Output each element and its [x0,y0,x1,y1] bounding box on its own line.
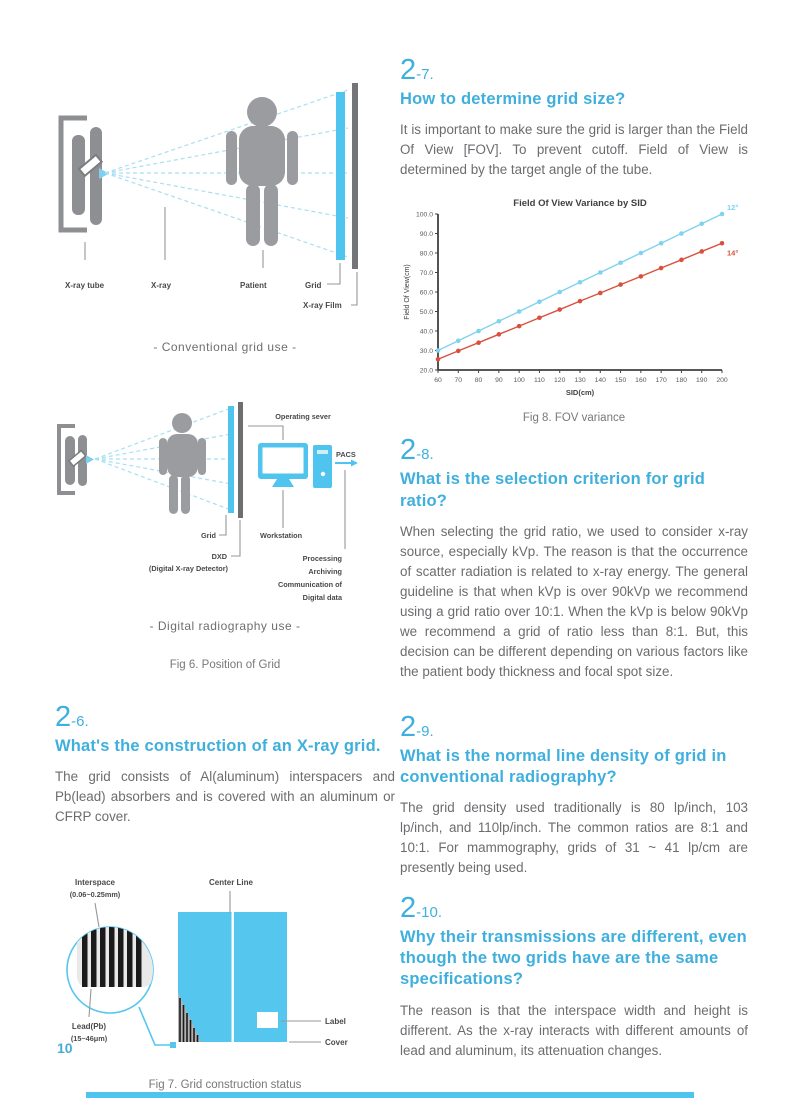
label-interspace-dim: (0.06~0.25mm) [69,890,121,900]
grid-bar [228,406,234,513]
x-tick-label: 190 [696,377,708,385]
section-title: What's the construction of an X-ray grid. [55,737,381,755]
x-tick-label: 170 [655,377,667,385]
label-dxd-sub: (Digital X-ray Detector) [148,564,228,573]
patient-icon [226,97,298,246]
y-tick-label: 90.0 [419,231,433,239]
section-body: The grid density used traditionally is 80 lp/inch, 103 lp/inch, and 110lp/inch. The common ratios are 8:1 and 10:1. For mammography, grids of 31 ~ 41 lp/cm are presently being used. [400,799,748,876]
y-tick-label: 30.0 [419,348,433,356]
section-number: 2-6. [55,701,89,733]
digital-caption: - Digital radiography use - [149,619,301,633]
leader-lines [85,207,357,305]
label-digital-data: Digital data [302,593,342,602]
cover-shape [178,912,287,1042]
server-tower-icon [313,445,332,488]
section-title: How to determine grid size? [400,90,626,108]
x-tick-label: 80 [474,377,483,385]
label-lead: Lead(Pb) [71,1022,107,1032]
series-label: 12° [727,203,739,213]
x-tick-label: 120 [554,377,566,385]
page-number: 10 [57,1040,73,1056]
x-tick-label: 110 [534,377,545,385]
dxd-bar [238,402,243,518]
y-tick-label: 50.0 [419,309,433,317]
fig6-caption: Fig 6. Position of Grid [169,659,281,671]
y-tick-label: 60.0 [419,289,433,297]
grid-construction-diagram [55,865,395,1070]
label-dxd: DXD [211,552,227,561]
y-axis-label: Field Of View(cm) [404,264,411,321]
y-tick-label: 100.0 [415,211,433,219]
operating-server-leader [248,426,283,440]
film-bar [352,83,358,269]
x-tick-label: 200 [716,377,728,385]
section-body: The reason is that the interspace width and height is different. As the x-ray interacts with different amounts of lead and aluminum, its attenuation changes. [400,1002,748,1058]
section-2-7 [400,56,748,180]
conventional-caption: - Conventional grid use - [153,340,297,354]
workstation-icon [258,443,308,487]
x-tick-label: 130 [574,377,586,385]
section-title: What is the selection criterion for grid ratio? [400,470,706,510]
x-tick-label: 90 [495,377,503,385]
fov-chart [400,194,748,402]
section-title: What is the normal line density of grid in conventional radiography? [400,746,727,786]
section-body: When selecting the grid ratio, we used to consider x-ray source, especially kVp. The reason is that the occurrence of scatter radiation is related to x-ray energy. The general guideline is that when kVp is over 90kVp we recommend using a grid ratio over 10:1. When the kVp is below 90kVp we recommend a grid of ratio less than 8:1. But, this decision can be different depending on various factors like the patient body thickness and focal spot size. [400,523,748,680]
xray-tube-icon [59,426,94,493]
series-label: 14° [727,248,739,258]
label-grid: Grid [201,531,216,540]
section-number: 2-9. [400,710,434,743]
label-interspace: Interspace [74,878,116,888]
label-center-line: Center Line [208,878,254,888]
x-axis-label: SID(cm) [565,388,595,398]
label-archiving: Archiving [308,567,342,576]
section-2-9 [400,710,748,879]
fig8-caption: Fig 8. FOV variance [522,412,626,425]
section-title: Why their transmissions are different, even though the two grids have are the same specifications? [400,928,747,989]
label-xray-film: X-ray Film [303,301,342,310]
label-xray: X-ray [151,281,172,290]
label-pacs: PACS [336,450,356,459]
label-workstation: Workstation [260,531,303,540]
section-2-8 [400,436,748,682]
section-number: 2-7. [400,54,434,86]
label-operating-server: Operating sever [275,412,331,421]
x-tick-label: 180 [675,377,688,385]
label-label: Label [325,1017,346,1027]
label-patient: Patient [240,281,267,290]
right-column [400,56,748,1075]
y-tick-label: 20.0 [419,367,433,375]
grid-bar [336,92,345,260]
y-tick-label: 80.0 [419,250,433,258]
label-lead-dim: (15~46μm) [70,1034,108,1044]
y-tick-label: 40.0 [419,328,433,336]
x-tick-label: 100 [513,377,525,385]
section-body: It is important to make sure the grid is larger than the Field Of View [FOV]. To prevent cutoff. Field of View is determined by the target angle of the tube. [400,122,748,178]
chart-title: Field Of View Variance by SID [513,198,647,210]
x-tick-label: 70 [454,377,463,385]
footer-bar [86,1092,694,1098]
label-processing: Processing [302,554,342,563]
x-tick-label: 60 [434,377,442,385]
y-tick-label: 70.0 [419,270,433,278]
patient-icon [159,413,206,514]
label-communication: Communication of [277,580,342,589]
x-tick-label: 160 [635,377,647,385]
section-2-10 [400,894,748,1061]
conventional-grid-diagram [55,80,395,325]
label-sticker [257,1012,278,1028]
left-column [55,80,395,1091]
fig7-caption: Fig 7. Grid construction status [148,1079,302,1092]
label-xray-tube: X-ray tube [65,281,105,290]
x-tick-label: 140 [594,377,606,385]
section-body: The grid consists of Al(aluminum) interspacers and Pb(lead) absorbers and is covered with an aluminum or CFRP cover. [55,769,395,825]
pacs-arrow-icon [335,460,358,467]
section-number: 2-8. [400,434,434,467]
digital-radiography-diagram [55,396,395,608]
xray-tube-icon [61,118,109,230]
x-tick-label: 150 [614,377,627,385]
label-grid: Grid [305,281,322,290]
section-2-6 [55,703,395,827]
section-number: 2-10. [400,892,442,925]
label-cover: Cover [325,1038,348,1048]
